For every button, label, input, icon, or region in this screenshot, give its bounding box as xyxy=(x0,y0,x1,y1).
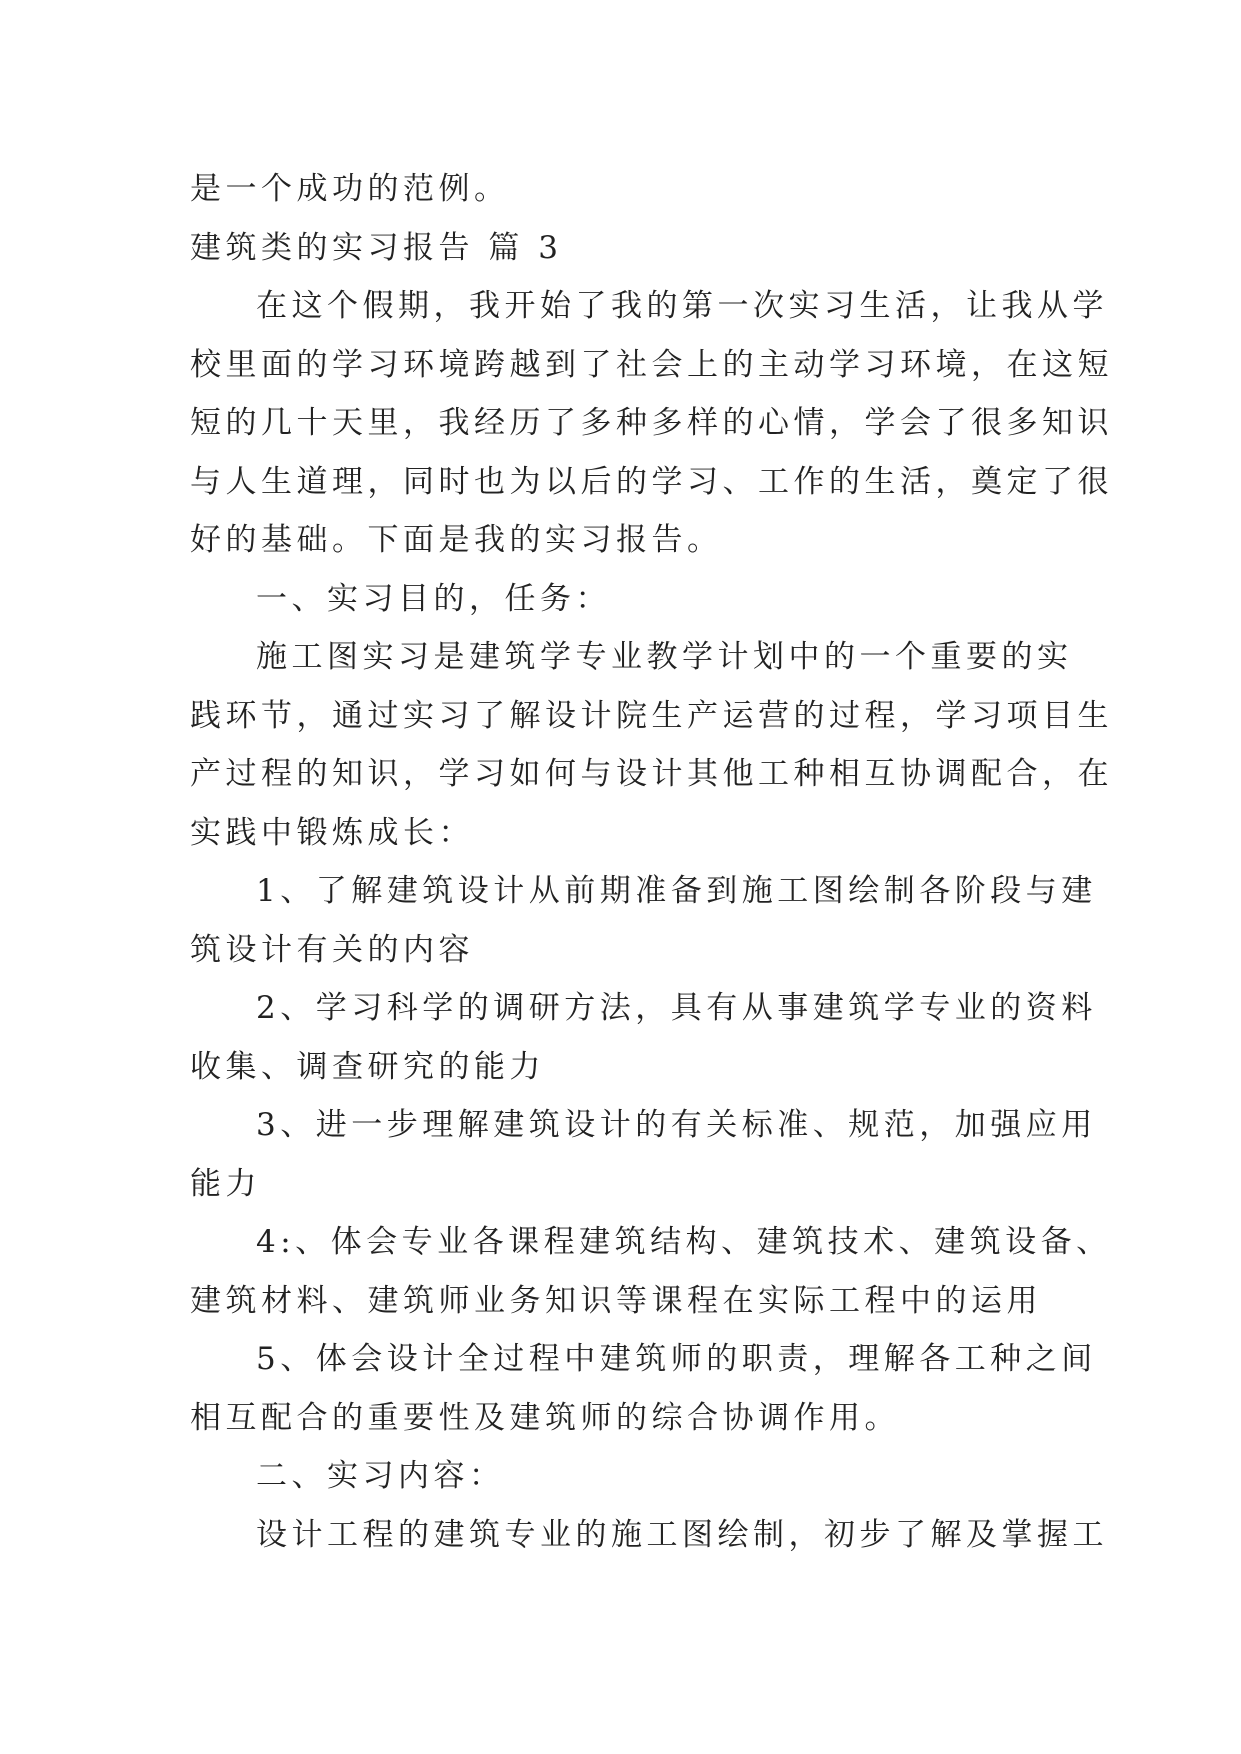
text-line: 5、体会设计全过程中建筑师的职责，理解各工种之间 xyxy=(256,1341,1097,1377)
text-line: 筑设计有关的内容 xyxy=(190,931,474,968)
text-line: 相互配合的重要性及建筑师的综合协调作用。 xyxy=(190,1399,900,1436)
text-line: 校里面的学习环境跨越到了社会上的主动学习环境，在这短 xyxy=(190,346,1113,383)
section-heading: 建筑类的实习报告 篇 3 xyxy=(190,229,563,266)
text-line: 收集、调查研究的能力 xyxy=(190,1048,545,1085)
text-line: 短的几十天里，我经历了多种多样的心情，学会了很多知识 xyxy=(190,405,1113,441)
text-line: 在这个假期，我开始了我的第一次实习生活，让我从学 xyxy=(256,288,1108,324)
text-line: 好的基础。下面是我的实习报告。 xyxy=(190,522,723,558)
text-line: 1、了解建筑设计从前期准备到施工图绘制各阶段与建 xyxy=(256,873,1097,909)
text-line: 践环节，通过实习了解设计院生产运营的过程，学习项目生 xyxy=(190,697,1113,734)
text-line: 4:、体会专业各课程建筑结构、建筑技术、建筑设备、 xyxy=(256,1224,1112,1260)
text-line: 与人生道理，同时也为以后的学习、工作的生活，奠定了很 xyxy=(190,463,1113,500)
text-line: 能力 xyxy=(190,1165,261,1202)
text-line: 施工图实习是建筑学专业教学计划中的一个重要的实 xyxy=(256,639,1073,675)
text-line: 设计工程的建筑专业的施工图绘制，初步了解及掌握工 xyxy=(256,1516,1108,1553)
text-line: 是一个成功的范例。 xyxy=(190,171,510,207)
text-line: 二、实习内容： xyxy=(256,1458,505,1494)
text-line: 实践中锻炼成长： xyxy=(190,814,474,851)
text-line: 一、实习目的，任务： xyxy=(256,580,611,617)
text-line: 建筑材料、建筑师业务知识等课程在实际工程中的运用 xyxy=(190,1282,1042,1319)
text-line: 3、进一步理解建筑设计的有关标准、规范，加强应用 xyxy=(256,1107,1097,1143)
text-line: 产过程的知识，学习如何与设计其他工种相互协调配合，在 xyxy=(190,756,1113,792)
text-line: 2、学习科学的调研方法，具有从事建筑学专业的资料 xyxy=(256,990,1097,1026)
document-body xyxy=(190,160,1113,1564)
